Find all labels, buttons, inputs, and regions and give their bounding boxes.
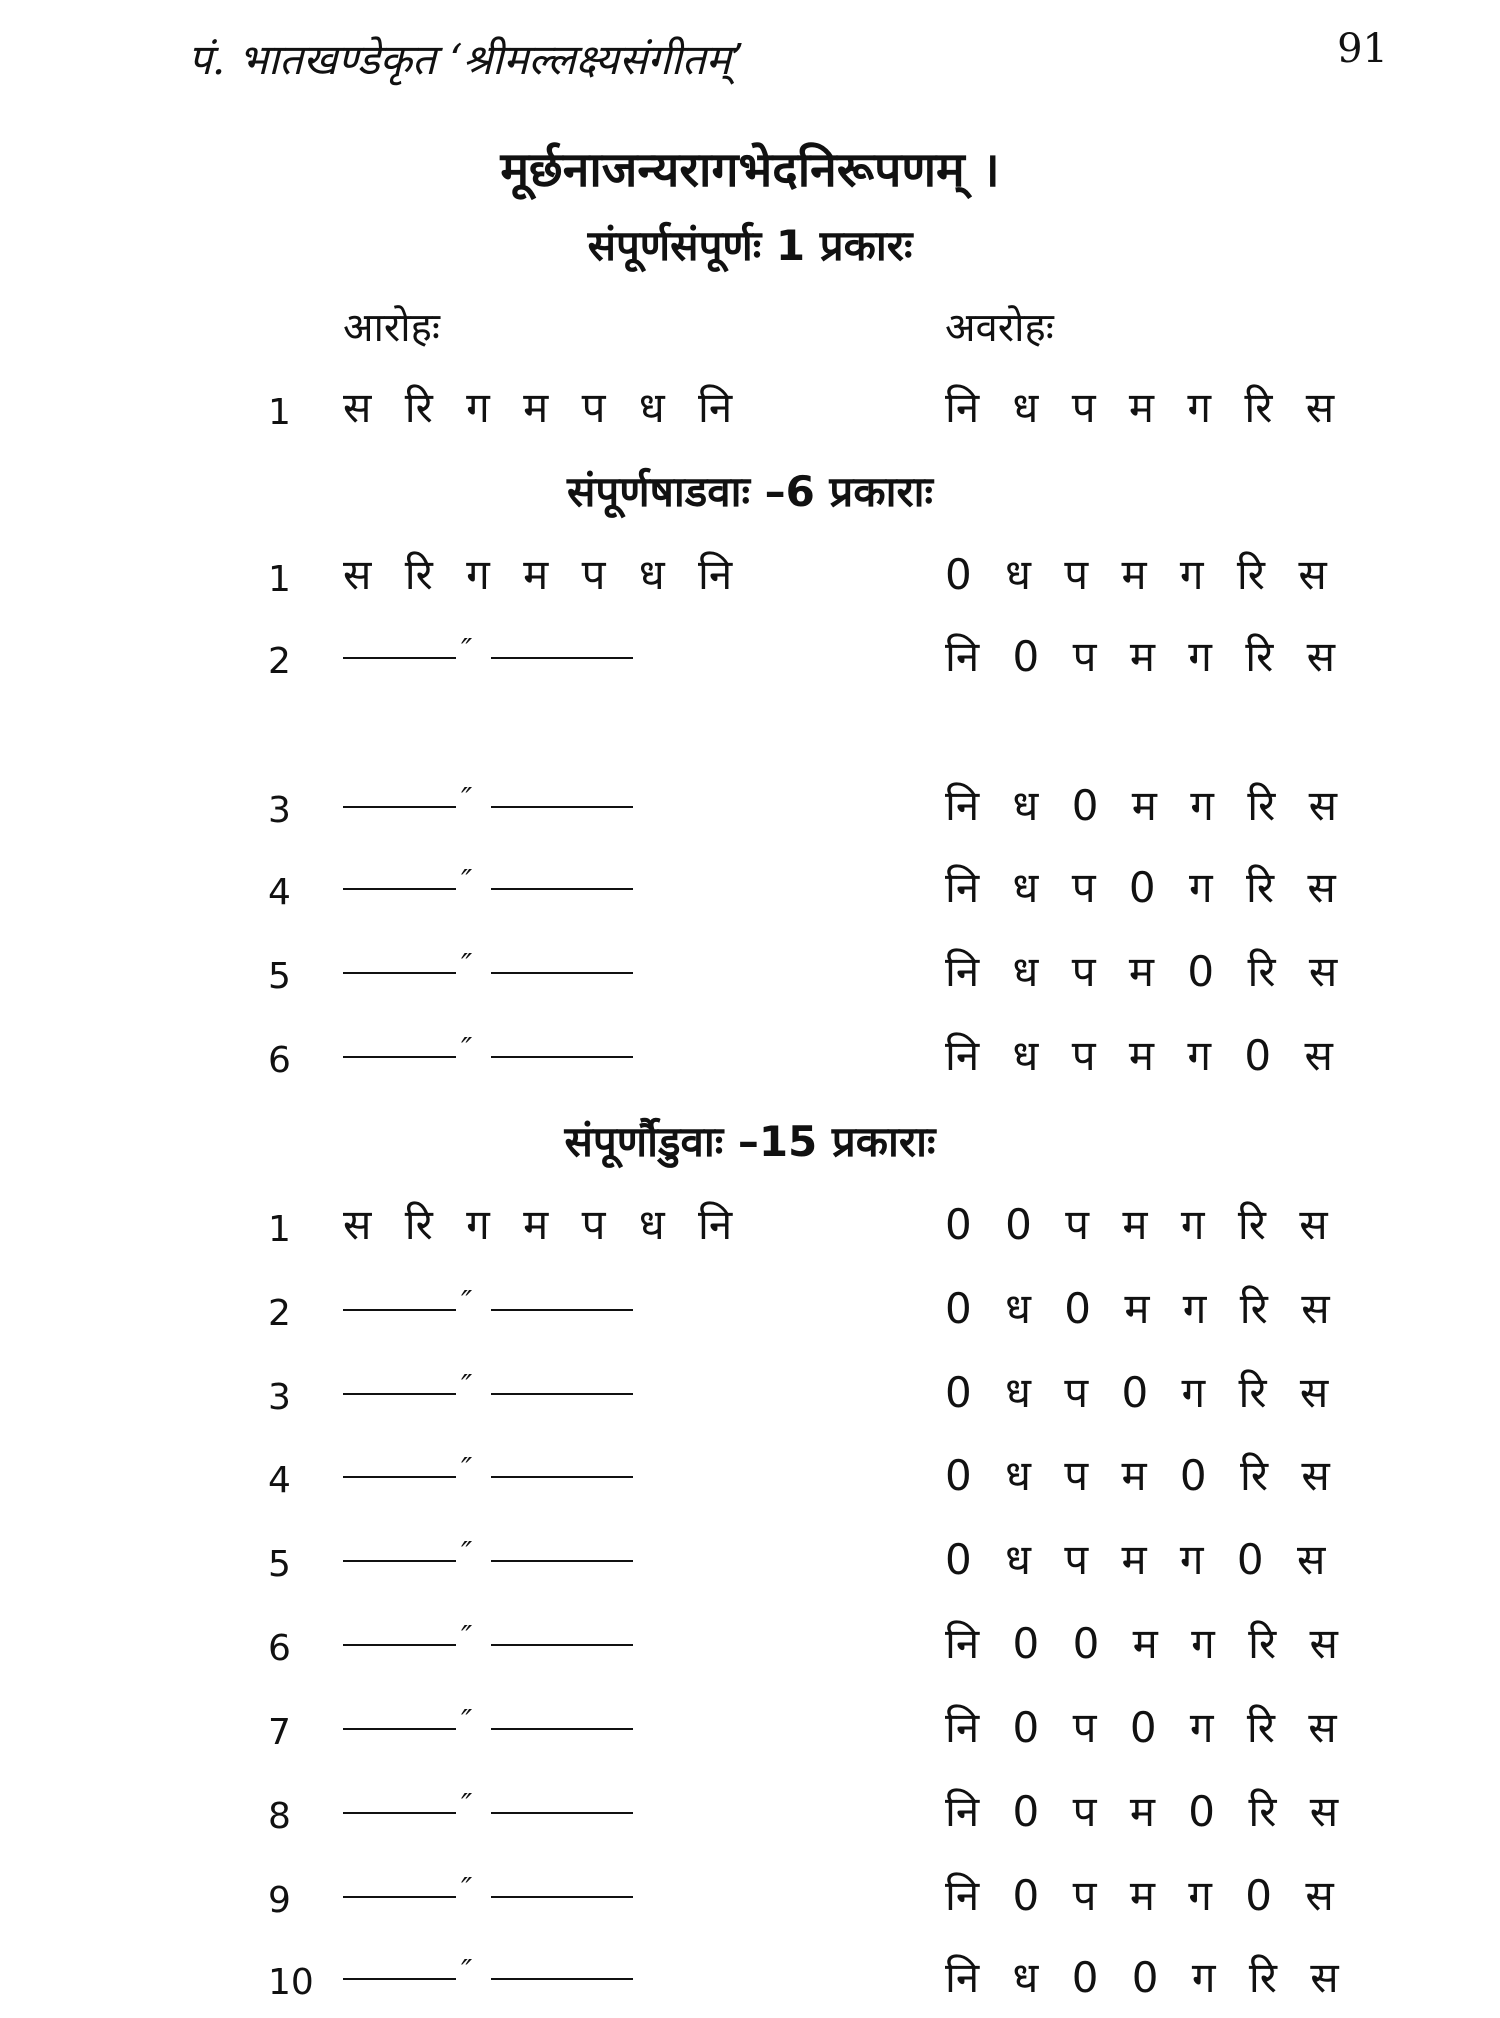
avaroha-notes: 0 ध प म ग रि स <box>945 550 1337 599</box>
row-number: 1 <box>268 392 291 433</box>
aroha-notes: स रि ग म प ध नि <box>343 383 743 432</box>
ditto-mark <box>343 1622 633 1662</box>
avaroha-notes: 0 0 प म ग रि स <box>945 1200 1338 1249</box>
list-item <box>0 1363 1500 1433</box>
avaroha-notes: नि ध प 0 ग रि स <box>945 863 1346 912</box>
ditto-quote: ″ <box>461 1704 473 1739</box>
row-number: 7 <box>268 1712 291 1753</box>
avaroha-notes: नि ध प म ग 0 स <box>945 1031 1343 1080</box>
ditto-mark <box>343 1034 633 1074</box>
section-heading-sampurna-sampurna: संपूर्णसंपूर्णः 1 प्रकारः <box>587 221 913 270</box>
avaroha-notes: नि ध प म ग रि स <box>945 383 1345 432</box>
list-item <box>0 858 1500 928</box>
ditto-quote: ″ <box>461 1788 473 1823</box>
ditto-line-left <box>343 1560 456 1562</box>
ditto-line-left <box>343 1393 456 1395</box>
ditto-line-right <box>491 1728 633 1730</box>
ditto-line-left <box>343 1812 456 1814</box>
ditto-quote: ″ <box>461 1452 473 1487</box>
list-item <box>0 1195 1500 1265</box>
section-heading-sampurna-shadava: संपूर्णषाडवाः –6 प्रकाराः <box>567 467 933 516</box>
list-item <box>0 1614 1500 1684</box>
ditto-quote: ″ <box>461 1536 473 1571</box>
ditto-mark <box>343 1454 633 1494</box>
ditto-line-right <box>491 1560 633 1562</box>
ditto-line-right <box>491 888 633 890</box>
list-item <box>0 942 1500 1012</box>
ditto-line-right <box>491 972 633 974</box>
list-item <box>0 545 1500 615</box>
ditto-quote: ″ <box>461 1620 473 1655</box>
ditto-mark <box>343 866 633 906</box>
avaroha-notes: 0 ध प 0 ग रि स <box>945 1368 1339 1417</box>
ditto-mark <box>343 1790 633 1830</box>
ditto-line-right <box>491 1644 633 1646</box>
list-item <box>0 1866 1500 1936</box>
list-item <box>0 627 1500 697</box>
list-item <box>0 1530 1500 1600</box>
ditto-quote: ″ <box>461 1872 473 1907</box>
ditto-line-left <box>343 888 456 890</box>
list-item <box>0 1446 1500 1516</box>
ditto-mark <box>343 1956 633 1996</box>
ditto-line-left <box>343 1476 456 1478</box>
ditto-line-left <box>343 806 456 808</box>
ditto-line-right <box>491 1812 633 1814</box>
list-item <box>0 378 1500 448</box>
page-number: 91 <box>1337 26 1388 72</box>
avaroha-notes: नि 0 प म ग रि स <box>945 632 1346 681</box>
ditto-mark <box>343 1706 633 1746</box>
avaroha-notes: नि 0 प 0 ग रि स <box>945 1703 1347 1752</box>
row-number: 1 <box>268 1209 291 1250</box>
aroha-notes: स रि ग म प ध नि <box>343 550 743 599</box>
avaroha-label: अवरोहः <box>945 305 1054 351</box>
ditto-mark <box>343 635 633 675</box>
avaroha-notes: नि 0 प म 0 रि स <box>945 1787 1349 1836</box>
running-title: पं. भातखण्डेकृत ‘श्रीमल्लक्ष्यसंगीतम्’ <box>188 35 745 84</box>
avaroha-notes: नि 0 0 म ग रि स <box>945 1619 1348 1668</box>
list-item <box>0 1782 1500 1852</box>
section-heading-sampurna-audava: संपूर्णौडुवाः –15 प्रकाराः <box>564 1117 936 1166</box>
ditto-line-right <box>491 1896 633 1898</box>
ditto-mark <box>343 1287 633 1327</box>
ditto-mark <box>343 1371 633 1411</box>
ditto-line-right <box>491 1393 633 1395</box>
row-number: 2 <box>268 641 291 682</box>
ditto-line-left <box>343 1644 456 1646</box>
row-number: 2 <box>268 1293 291 1334</box>
row-number: 3 <box>268 790 291 831</box>
ditto-quote: ″ <box>461 782 473 817</box>
ditto-quote: ″ <box>461 1032 473 1067</box>
list-item <box>0 1948 1500 2018</box>
ditto-mark <box>343 1874 633 1914</box>
list-item <box>0 1698 1500 1768</box>
row-number: 1 <box>268 559 291 600</box>
ditto-line-left <box>343 657 456 659</box>
list-item <box>0 776 1500 846</box>
ditto-mark <box>343 1538 633 1578</box>
avaroha-notes: नि ध 0 म ग रि स <box>945 781 1348 830</box>
row-number: 4 <box>268 872 291 913</box>
avaroha-notes: 0 ध प म ग 0 स <box>945 1535 1336 1584</box>
row-number: 9 <box>268 1880 291 1921</box>
chapter-title: मूर्छनाजन्यरागभेदनिरूपणम् । <box>500 142 1000 198</box>
row-number: 5 <box>268 956 291 997</box>
ditto-line-right <box>491 806 633 808</box>
ditto-line-right <box>491 1978 633 1980</box>
row-number: 8 <box>268 1796 291 1837</box>
row-number: 6 <box>268 1628 291 1669</box>
row-number: 3 <box>268 1377 291 1418</box>
ditto-quote: ″ <box>461 633 473 668</box>
avaroha-notes: नि ध 0 0 ग रि स <box>945 1953 1349 2002</box>
ditto-quote: ″ <box>461 1954 473 1989</box>
ditto-mark <box>343 784 633 824</box>
row-number: 10 <box>268 1962 314 2003</box>
aroha-label: आरोहः <box>343 305 440 351</box>
avaroha-notes: 0 ध प म 0 रि स <box>945 1451 1340 1500</box>
ditto-mark <box>343 950 633 990</box>
ditto-line-right <box>491 1309 633 1311</box>
ditto-line-left <box>343 1728 456 1730</box>
avaroha-notes: नि 0 प म ग 0 स <box>945 1871 1344 1920</box>
ditto-quote: ″ <box>461 1369 473 1404</box>
ditto-line-right <box>491 1056 633 1058</box>
avaroha-notes: 0 ध 0 म ग रि स <box>945 1284 1340 1333</box>
aroha-notes: स रि ग म प ध नि <box>343 1200 743 1249</box>
ditto-line-left <box>343 1896 456 1898</box>
row-number: 5 <box>268 1544 291 1585</box>
list-item <box>0 1279 1500 1349</box>
list-item <box>0 1026 1500 1096</box>
ditto-line-left <box>343 1309 456 1311</box>
ditto-line-left <box>343 972 456 974</box>
row-number: 6 <box>268 1040 291 1081</box>
ditto-quote: ″ <box>461 864 473 899</box>
ditto-line-left <box>343 1056 456 1058</box>
row-number: 4 <box>268 1460 291 1501</box>
ditto-line-left <box>343 1978 456 1980</box>
ditto-quote: ″ <box>461 1285 473 1320</box>
ditto-line-right <box>491 1476 633 1478</box>
avaroha-notes: नि ध प म 0 रि स <box>945 947 1348 996</box>
ditto-quote: ″ <box>461 948 473 983</box>
ditto-line-right <box>491 657 633 659</box>
